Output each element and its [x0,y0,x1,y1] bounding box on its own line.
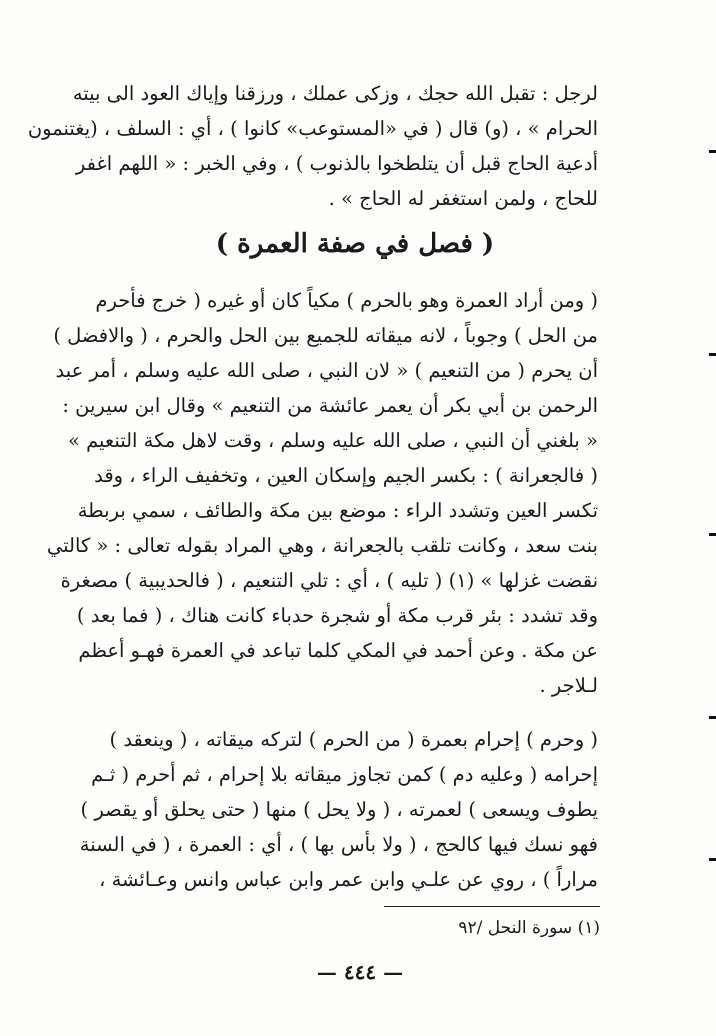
text-line: إحرامه ( وعليه دم ) كمن تجاوز ميقاته بلا إحرام ، ثم أحرم ( ثـم [91,763,598,786]
footnote-divider [384,906,600,907]
text-line: « بلغني أن النبي ، صلى الله عليه وسلم ، وقت لاهل مكة التنعيم » [67,429,598,452]
text-line: ( فالجعرانة ) : بكسر الجيم وإسكان العين ، وتخفيف الراء ، وقد [94,464,598,487]
text-line: بنت سعد ، وكانت تلقب بالجعرانة ، وهي المراد بقوله تعالى : « كالتي [46,534,598,557]
text-line: أن يحرم ( من التنعيم ) « لان النبي ، صلى الله عليه وسلم ، أمر عبد [55,359,598,382]
page-edge-mark [709,716,716,719]
text-line: عن مكة . وعن أحمد في المكي كلما تباعد في العمرة فهـو أعظم [78,639,598,662]
paragraph-3 [79,722,598,897]
paragraph-1 [27,76,598,216]
footnote: (١) سورة النحل /٩٢ [458,918,600,938]
page-number: — ٤٤٤ — [316,960,404,984]
text-line: أدعية الحاج قبل أن يتلطخوا بالذنوب ) ، وفي الخبر : « اللهم اغفر [75,152,598,175]
text-line: ( وحرم ) إحرام بعمرة ( من الحرم ) لتركه ميقاته ، ( وينعقد ) [109,728,598,751]
text-line: للحاج ، ولمن استغفر له الحاج » . [328,187,598,210]
text-line: فهو نسك فيها كالحج ، ( ولا بأس بها ) ، أي : العمرة ، ( في السنة [79,833,598,856]
text-line: الحرام » ، (و) قال ( في «المستوعب» كانوا ) ، أي : السلف ، (يغتنمون [27,117,598,140]
text-line: نقضت غزلها » (١) ( تليه ) ، أي : تلي التنعيم ، ( فالحديبية ) مصغرة [60,569,598,592]
text-line: لـلاجر . [539,674,598,697]
page-edge-mark [709,533,716,536]
page-edge-mark [709,353,716,356]
text-line: الرحمن بن أبي بكر أن يعمر عائشة من التنعيم » وقال ابن سيرين : [62,394,598,417]
paragraph-2 [46,283,598,703]
text-line: وقد تشدد : بئر قرب مكة أو شجرة حدباء كانت هناك ، ( فما بعد ) [76,604,598,627]
text-line: لرجل : تقبل الله حجك ، وزكى عملك ، ورزقنا وإياك العود الى بيته [72,82,598,105]
text-line: من الحل ) وجوباً ، لانه ميقاته للجميع بين الحل والحرم ، ( والافضل ) [53,324,598,347]
text-line: ( ومن أراد العمرة وهو بالحرم ) مكياً كان أو غيره ( خرج فأحرم [95,289,598,312]
text-line: تكسر العين وتشدد الراء : موضع بين مكة والطائف ، سمي بربطة [77,499,598,522]
page-edge-mark [709,858,716,861]
text-line: يطوف ويسعى ) لعمرته ، ( ولا يحل ) منها ( حتى يحلق أو يقصر ) [80,798,598,821]
section-heading: ( فصل في صفة العمرة ) [215,229,495,259]
page-edge-mark [709,150,716,153]
text-line: مراراً ) ، روي عن علـي وابن عمر وابن عباس وانس وعـائشة ، [99,868,598,891]
